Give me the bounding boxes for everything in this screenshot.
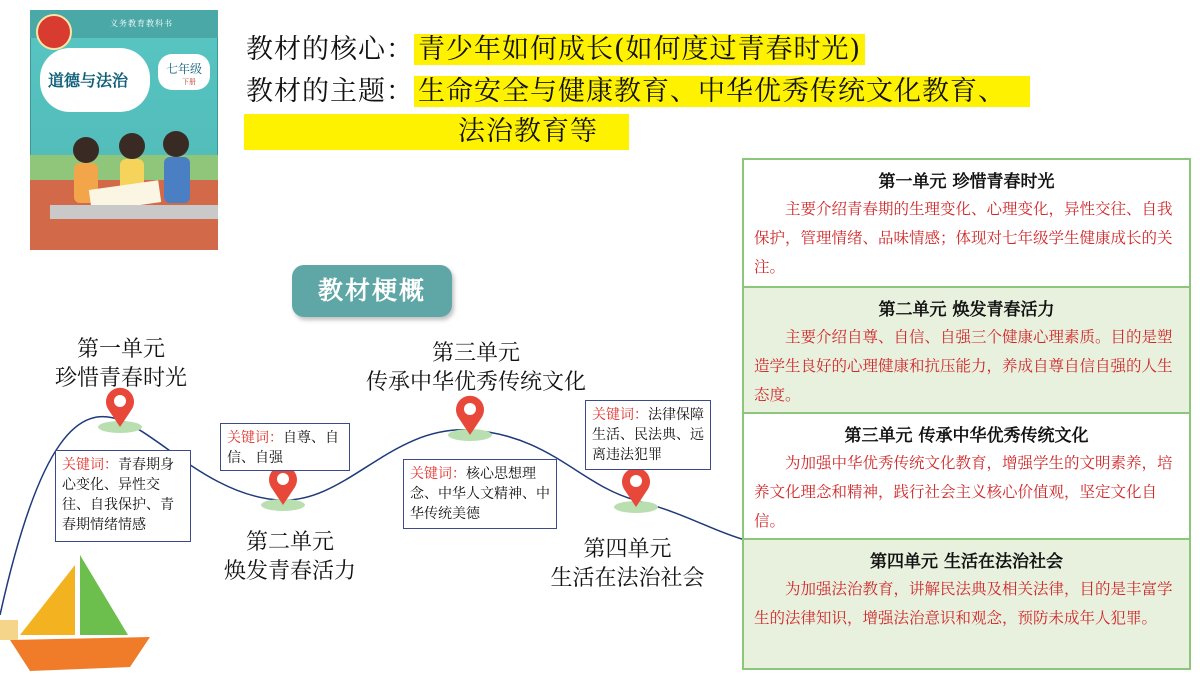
map-pin-icon [614, 468, 658, 513]
section-title: 第一单元 珍惜青春时光 [878, 172, 1055, 192]
section-body: 主要介绍青春期的生理变化、心理变化，异性交往、自我保护，管理情绪、品味情感；体现对七年级学生健康成长的关注。 [754, 200, 1173, 276]
keyword-label: 关键词： [227, 430, 283, 446]
unit-name: 焕发青春活力 [223, 559, 356, 584]
section-title: 第二单元 焕发青春活力 [878, 300, 1055, 320]
unit-summary-panel [742, 158, 1191, 670]
timeline-unit-4 [535, 535, 720, 593]
keyword-text: 核心思想理念、中华人文精神、中华传统美德 [410, 466, 550, 522]
theme-value: 生命安全与健康教育、中华优秀传统文化教育、 [414, 76, 1030, 107]
theme-label: 教材的主题： [246, 76, 414, 107]
map-pin-icon [98, 388, 142, 433]
unit-number: 第四单元 [583, 537, 672, 562]
summary-section-4 [744, 540, 1189, 668]
unit-name: 生活在法治社会 [550, 566, 705, 591]
header-core-line [246, 31, 865, 69]
overview-badge: 教材梗概 [292, 265, 452, 317]
summary-section-2 [744, 288, 1189, 414]
timeline-unit-1 [46, 335, 196, 393]
keyword-box-unit-4 [585, 400, 711, 470]
cover-illustration [30, 10, 218, 250]
timeline-unit-2 [205, 528, 375, 586]
keyword-text: 自尊、自信、自强 [227, 430, 339, 466]
keyword-label: 关键词： [62, 457, 118, 473]
header-theme-line [246, 73, 1030, 111]
core-label: 教材的核心： [246, 34, 414, 65]
timeline-unit-3 [340, 339, 612, 397]
section-title: 第四单元 生活在法治社会 [870, 552, 1063, 572]
map-pin-icon [448, 396, 492, 441]
unit-name: 传承中华优秀传统文化 [365, 370, 586, 395]
keyword-label: 关键词： [592, 407, 648, 423]
unit-name: 珍惜青春时光 [54, 366, 187, 391]
section-body: 为加强法治教育，讲解民法典及相关法律，目的是丰富学生的法律知识，增强法治意识和观念，预防未成年人犯罪。 [754, 580, 1173, 627]
theme-value-continued: 法治教育等 [458, 116, 598, 147]
keyword-text: 青春期身心变化、异性交往、自我保护、青春期情绪情感 [62, 457, 174, 533]
keyword-box-unit-2 [220, 423, 350, 471]
unit-number: 第一单元 [76, 337, 165, 362]
keyword-label: 关键词： [410, 466, 466, 482]
core-value: 青少年如何成长(如何度过青春时光) [414, 34, 865, 65]
keyword-box-unit-1 [55, 450, 191, 542]
cover-grade: 七年级 [166, 62, 203, 76]
textbook-cover [30, 10, 218, 250]
section-body: 主要介绍自尊、自信、自强三个健康心理素质。目的是塑造学生良好的心理健康和抗压能力，养成自尊自信自强的人生态度。 [754, 328, 1173, 404]
section-title: 第三单元 传承中华优秀传统文化 [844, 426, 1089, 446]
map-pin-icon [261, 466, 305, 511]
unit-number: 第三单元 [431, 341, 520, 366]
cover-title: 道德与法治 [48, 71, 129, 90]
cover-volume: 下册 [182, 78, 196, 86]
summary-section-3 [744, 414, 1189, 540]
keyword-box-unit-3 [403, 459, 557, 529]
section-body: 为加强中华优秀传统文化教育，增强学生的文明素养，培养文化理念和精神，践行社会主义核心价值观，坚定文化自信。 [754, 454, 1173, 530]
unit-number: 第二单元 [245, 530, 334, 555]
sailboat-icon [0, 555, 150, 671]
cover-series: 义务教育教科书 [110, 19, 173, 28]
keyword-text: 法律保障生活、民法典、远离违法犯罪 [592, 407, 704, 463]
summary-section-1 [744, 160, 1189, 288]
